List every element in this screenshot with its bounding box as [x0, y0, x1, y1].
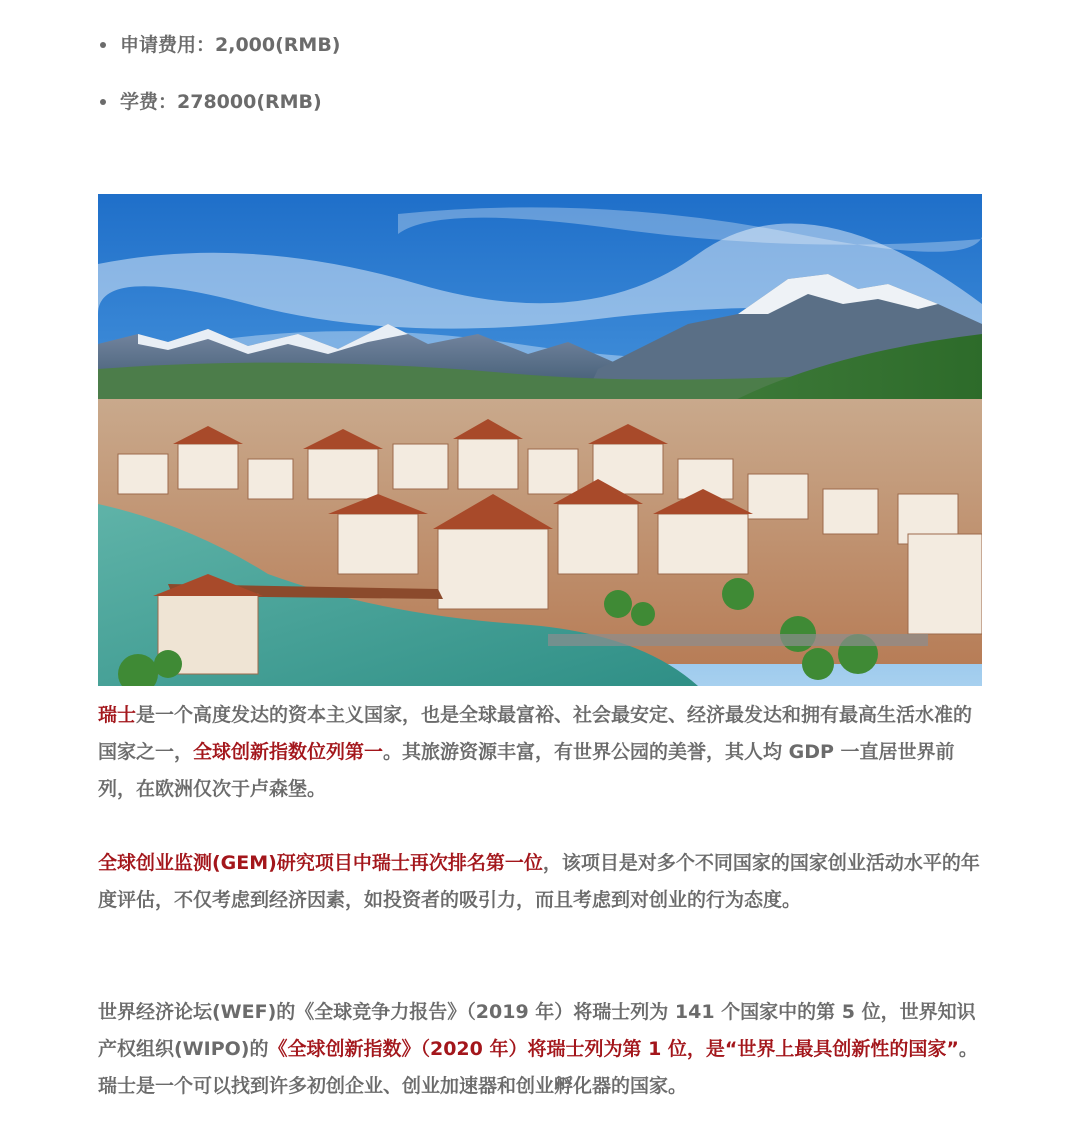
rankings-text-2: 。瑞士是一个可以找到许多初创企业、创业加速器和创业孵化器的国家。 [98, 1038, 978, 1097]
highlight-innovation-rank: 全球创新指数位列第一 [193, 741, 384, 763]
highlight-gem-rank: 全球创业监测(GEM)研究项目中瑞士再次排名第一位 [98, 852, 543, 874]
rankings-paragraph [98, 994, 988, 1105]
lucerne-city-photo [98, 194, 982, 686]
tuition-fee-item [98, 87, 341, 117]
gem-text: ，该项目是对多个不同国家的国家创业活动水平的年度评估，不仅考虑到经济因素，如投资者的吸引力，而且考虑到对创业的行为态度。 [98, 852, 980, 911]
tuition-fee-text: 学费：278000(RMB) [120, 91, 322, 113]
fee-list [98, 30, 341, 117]
application-fee-item [98, 30, 341, 60]
highlight-gii-rank: 《全球创新指数》（2020 年）将瑞士列为第 1 位，是“世界上最具创新性的国家” [268, 1038, 959, 1060]
rankings-text-1: 世界经济论坛(WEF)的《全球竞争力报告》（2019 年）将瑞士列为 141 个国家中的第 5 位，世界知识产权组织(WIPO)的 [98, 1001, 976, 1060]
bullet-icon [100, 42, 106, 48]
gem-paragraph [98, 845, 988, 919]
highlight-switzerland: 瑞士 [98, 704, 137, 726]
switzerland-intro-paragraph [98, 697, 988, 808]
application-fee-text: 申请费用：2,000(RMB) [120, 34, 341, 56]
intro-text-1: 是一个高度发达的资本主义国家，也是全球最富裕、社会最安定、经济最发达和拥有最高生活水准的国家之一， [98, 704, 973, 763]
bullet-icon [100, 99, 106, 105]
intro-text-2: 。其旅游资源丰富，有世界公园的美誉，其人均 GDP 一直居世界前列，在欧洲仅次于卢森堡。 [98, 741, 955, 800]
